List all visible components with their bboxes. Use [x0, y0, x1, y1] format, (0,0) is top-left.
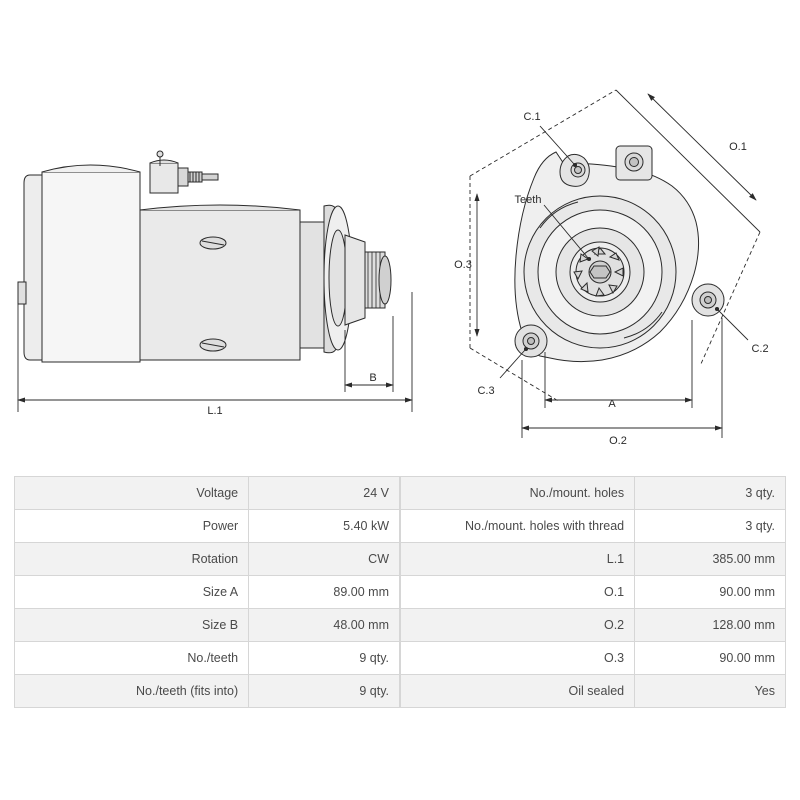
spec-value: 90.00 mm — [635, 576, 786, 609]
spec-label: Size A — [15, 576, 249, 609]
table-row — [15, 576, 400, 609]
table-row — [401, 510, 786, 543]
spec-value: 89.00 mm — [249, 576, 400, 609]
spec-label: Voltage — [15, 477, 249, 510]
spec-value: 48.00 mm — [249, 609, 400, 642]
spec-label: Power — [15, 510, 249, 543]
spec-table-right — [400, 476, 786, 708]
table-row — [15, 510, 400, 543]
spec-label: No./teeth — [15, 642, 249, 675]
label-C2: C.2 — [751, 343, 769, 355]
table-row — [15, 477, 400, 510]
label-L1: L.1 — [207, 405, 223, 417]
table-row — [15, 543, 400, 576]
front-view-group — [515, 146, 724, 362]
spec-value: CW — [249, 543, 400, 576]
label-O2: O.2 — [609, 435, 627, 447]
spec-value: Yes — [635, 675, 786, 708]
label-teeth: Teeth — [514, 194, 542, 206]
label-C1: C.1 — [523, 111, 541, 123]
table-row — [401, 642, 786, 675]
spec-label: O.2 — [401, 609, 635, 642]
table-row — [15, 609, 400, 642]
spec-label: No./mount. holes — [401, 477, 635, 510]
label-C3: C.3 — [477, 385, 495, 397]
table-row — [401, 609, 786, 642]
label-O1: O.1 — [729, 141, 747, 153]
spec-label: O.3 — [401, 642, 635, 675]
spec-table-left — [14, 476, 400, 708]
spec-value: 90.00 mm — [635, 642, 786, 675]
label-B: B — [369, 372, 377, 384]
table-row — [401, 675, 786, 708]
spec-value: 24 V — [249, 477, 400, 510]
spec-value: 9 qty. — [249, 675, 400, 708]
label-O3: O.3 — [454, 259, 472, 271]
table-row — [401, 477, 786, 510]
spec-value: 9 qty. — [249, 642, 400, 675]
table-row — [401, 576, 786, 609]
side-view-group — [18, 151, 391, 362]
spec-value: 3 qty. — [635, 477, 786, 510]
spec-value: 3 qty. — [635, 510, 786, 543]
spec-label: Size B — [15, 609, 249, 642]
spec-value: 5.40 kW — [249, 510, 400, 543]
specifications — [14, 476, 786, 708]
table-row — [15, 675, 400, 708]
spec-label: No./teeth (fits into) — [15, 675, 249, 708]
spec-label: O.1 — [401, 576, 635, 609]
spec-value: 385.00 mm — [635, 543, 786, 576]
spec-label: Rotation — [15, 543, 249, 576]
table-row — [15, 642, 400, 675]
label-A: A — [608, 398, 616, 410]
spec-label: Oil sealed — [401, 675, 635, 708]
spec-label: No./mount. holes with thread — [401, 510, 635, 543]
spec-value: 128.00 mm — [635, 609, 786, 642]
table-row — [401, 543, 786, 576]
spec-label: L.1 — [401, 543, 635, 576]
